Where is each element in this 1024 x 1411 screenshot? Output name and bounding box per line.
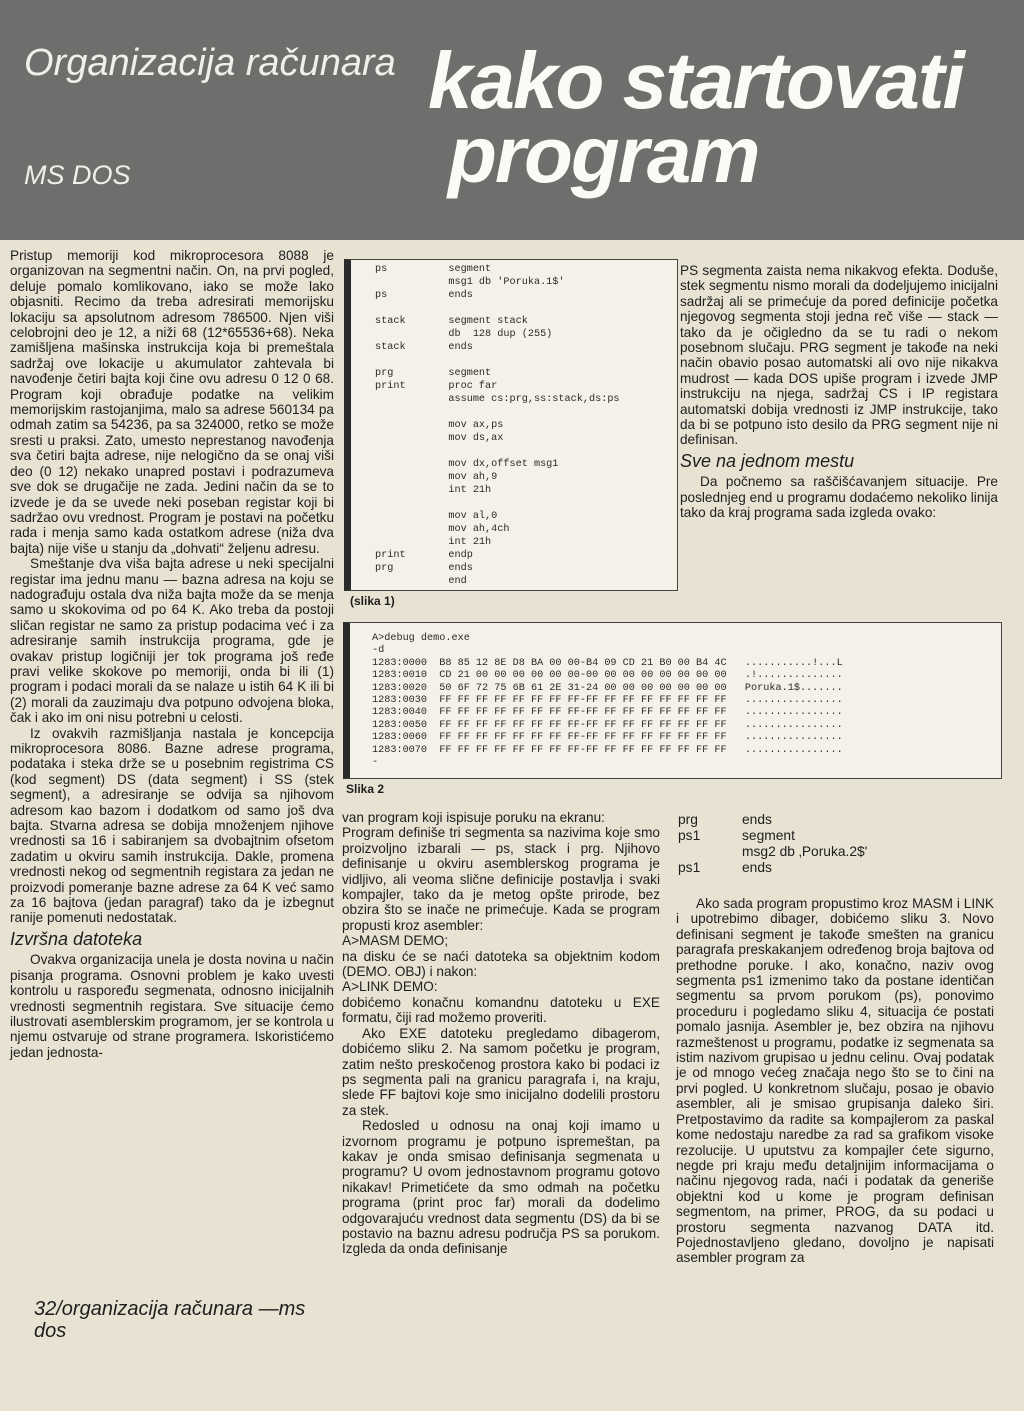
paragraph: dobićemo konačnu komandnu datoteku u EXE formatu, čiji rad možemo proveriti.	[342, 994, 660, 1026]
page-header	[0, 0, 1024, 240]
assembler-listing	[344, 259, 678, 591]
figure-caption-1: (slika 1)	[350, 594, 395, 608]
headline-line-2: program	[448, 110, 759, 199]
paragraph: Ako sada program propustimo kroz MASM i LINK i upotrebimo dibager, dobićemo sliku 3. Novo definisani segment je takođe smešten na granicu paragrafa preskakanjem određenog broja bajtova od prethodne poruke. I ako, konačno, naziv ovog segmenta ps1 izmenimo tako da postane identičan segmentu sa prvom porukom (ps), ponovimo proceduru i pogledamo sliku 4, situacija će postati pomalo jasnija. Asembler je, bez obzira na njihovu razmeštenost u programu, podatke iz segmenata sa istim nazivom grupisao u jednu celinu. Ovaj podatak je od mnogo većeg značaja nego što se to čini na prvi pogled. U konkretnom slučaju, posao je obavio asembler, ali je smisao grupisanja daleko širi. Pretpostavimo da radite sa kompajlerom za paskal kome nedostaju naredbe za rad sa grafikom visoke rezolucije. U uputstvu za kompajler ćete sigurno, negde pri kraju među detaljnijim informacijama o načinu njegovog rada, naći i podatak da generiše objektni kod u kome je program definisan segmentom, na primer, PROG, da su podaci u prostoru segmenta nazvanog DATA itd. Pojednostavljeno gledano, dovoljno je napisati asembler program za	[676, 896, 994, 1266]
paragraph: Iz ovakvih razmišljanja nastala je koncepcija mikroprocesora 8086. Bazne adrese programa, podataka i steka drže se u posebnim registrima CS (kod segment) DS (data segment) i SS (stek segment), a adresiranje se odvija sa njihovom adresom kao bazom i dodatkom od samo još dva bajta. Stvarna adresa se dobija množenjem njihove vrednosti sa 16 i sabiranjem sa dvobajtnim ofsetom zadatim u okviru samih instrukcija. Dakle, promena vrednosti nekog od segmentnih registara za jedan ne proizvodi pomeranje bazne adrese za 64 K već samo za 16 bajtova (jedan paragraf) tako da je izbegnut ranije pomenuti nedostatak.	[10, 725, 334, 926]
paragraph: Ovakva organizacija unela je dosta novina u način pisanja programa. Osnovni problem je kako uvesti kontrolu u raspoređu segmenata, odnosno inicijalnih vrednosti segmentnih registara. Sve situacije ćemo ilustrovati asemblerskim programom, jer se kontrola u njemu ostvaruje od strane programera. Iskoristićemo jedan jednosta-	[10, 952, 334, 1060]
code-snippet	[678, 812, 994, 876]
paragraph: Program definiše tri segmenta sa nazivima koje smo proizvoljno izbarali — ps, stack i prg. Njihovo definisanje u okviru asemblerskog programa je vidljivo, ali veoma slične definicije postavlja i svaki kompajler, tako da je metog opšte prirode, bez obzira što se inače ne primećuje. Kada se program propusti kroz asembler:	[342, 825, 660, 933]
debug-dump	[343, 622, 1002, 779]
paragraph: Smeštanje dva viša bajta adrese u neki specijalni registar ima jednu manu — bazna adresa na koju se nadograđuju ostala dva niža bajta može da se menja samo u skokovima od po 64 K. Ako treba da postoji sličan registar ne samo za pristup podacima već i za adresiranje samih instrukcija programa, gde je ovakav pristup logičniji jer tok programa još ređe pravi velike skokove po memoriji, onda bi ili (1) program i podaci morali da se nalaze u istih 64 K ili bi (2) morali da zauzimaju dva potpuno odvojena bloka, čak i ako im oni nisu potrebni u celosti.	[10, 556, 334, 726]
paragraph: Pristup memoriji kod mikroprocesora 8088 je organizovan na segmentni način. On, na prvi pogled, deluje pomalo komlikovano, iako se može lako objasniti. Recimo da treba adresirati memorijsku lokaciju sa apsolutnom adresom 786500. Njen viši celobrojni deo je 12, a niži 68 (12*65536+68). Neka zamišljena mašinska instrukcija koja bi premeštala sadržaj ove lokacije u akumulator zahtevala bi navođenje četiri bajta koji čine ovu adresu 0 12 0 68. Program koji obrađuje podatke na velikim memorijskim rastojanjima, malo sa adrese 560134 pa odmah zatim sa 54236, pa sa 324000, retko se može sresti u praksi. Zato, umesto neprestanog navođenja sva četiri bajta adrese, nije nelogično da se onaj viši deo (0 12) nekako unapred postavi i podrazumeva sve dok se drugačije ne zada. Jedini način da se to izvede je da se uvede neki poseban registar koji bi sadržao ovu vrednost. Program je postavi na početku rada i menja samo kada ostatkom adrese (niža dva bajta) nije više u stanju da „dohvati“ željenu adresu.	[10, 248, 334, 556]
paragraph: Ako EXE datoteku pregledamo dibagerom, dobićemo sliku 2. Na samom početku je program, zatim nešto preskočenog prostora kako bi podaci iz ps segmenta pali na granicu paragrafa i, na kraju, slede FF bajtovi koje smo inicijalno dodelili prostoru za stek.	[342, 1025, 660, 1118]
command-line: A>MASM DEMO;	[342, 933, 449, 949]
paragraph: Da počnemo sa raščišćavanjem situacije. Pre poslednjeg end u programu dodaćemo nekoliko linija tako da kraj programa sada izgleda ovako:	[680, 474, 998, 521]
code-row: ps1 ends	[678, 860, 772, 875]
left-column	[10, 248, 334, 1060]
right-column	[680, 263, 998, 521]
code-row: ps1 segment	[678, 828, 795, 843]
paragraph: PS segmenta zaista nema nikakvog efekta. Doduše, stek segmentu nismo morali da dodeljujemo inicijalni sadržaj ali se primećuje da pored definicije početka njegovog segmenta stoji jedna reč više — stack — tako da je očigledno da se tu radi o nekom posebnom slučaju. PRG segment je takođe na neki način obavio posao automatski ali ovo nije nikakva mudrost — kada DOS upiše program i izvede JMP instrukciju na njega, sadržaj CS i IP registara automatski dobija vrednosti iz JMP instrukcije, tako da bi se potpuno isto desilo da PRG segment nije ni definisan.	[680, 263, 998, 448]
dump-code: A>debug demo.exe -d 1283:0000 B8 85 12 8E D8 BA 00 00-B4 09 CD 21 B0 00 B4 4C ...........!...L 1283:0010 CD 21 00 00 00 00 00 00-00 00 00 00 00 00 00 00 .!.............. 1283:0020 50 6F 72 75 6B 61 2E 31-24 00 00 00 00 00 00 00 Poruka.1$....... 1283:0030 FF FF FF FF FF FF FF FF-FF FF FF FF FF FF FF FF ................ 1283:0040 FF FF FF FF FF FF FF FF-FF FF FF FF FF FF FF FF ................ 1283:0050 FF FF FF FF FF FF FF FF-FF FF FF FF FF FF FF FF ................ 1283:0060 FF FF FF FF FF FF FF FF-FF FF FF FF FF FF FF FF ................ 1283:0070 FF FF FF FF FF FF FF FF-FF FF FF FF FF FF FF FF ................ -	[372, 633, 843, 769]
listing-code: ps segment msg1 db 'Poruka.1$' ps ends stack segment stack db 128 dup (255) stack ends prg segment print proc far assume cs:prg,ss:stack,ds:ps mov ax,ps mov ds,ax mov dx,offset msg1 mov ah,9 int 21h mov al,0 mov ah,4ch int 21h print endp prg ends end	[375, 264, 620, 587]
section-title: Organizacija računara	[24, 42, 396, 84]
article-headline	[428, 36, 963, 199]
code-row: prg ends	[678, 812, 772, 827]
command-line: A>LINK DEMO:	[342, 979, 438, 995]
code-row: msg2 db ‚Poruka.2$'	[742, 844, 868, 859]
middle-column	[342, 810, 660, 1257]
paragraph: na disku će se naći datoteka sa objektnim kodom (DEMO. OBJ) i nakon:	[342, 948, 660, 980]
paragraph: van program koji ispisuje poruku na ekranu:	[342, 810, 605, 825]
figure-caption-2: Slika 2	[346, 782, 385, 796]
section-heading-sve: Sve na jednom mestu	[680, 450, 855, 471]
right-column-lower	[676, 812, 994, 1266]
subsection-title: MS DOS	[24, 160, 131, 190]
headline-line-1: kako startovati	[428, 36, 963, 125]
section-heading-izvrsna: Izvršna datoteka	[10, 928, 143, 949]
paragraph: Redosled u odnosu na onaj koji imamo u izvornom programu je potpuno ispremeštan, pa kakav je onda smisao definisanja segmenata u programu? U ovom jednostavnom programu gotovo nikakav! Primetićete da smo odmah na početku programa (print proc far) morali da dodelimo odgovarajuću vrednost data segmentu (DS) da bi se postavio na baznu adresu područja PS sa porukom. Izgleda da onda definisanje	[342, 1118, 660, 1257]
page-footer: 32/organizacija računara —ms dos	[34, 1298, 306, 1342]
